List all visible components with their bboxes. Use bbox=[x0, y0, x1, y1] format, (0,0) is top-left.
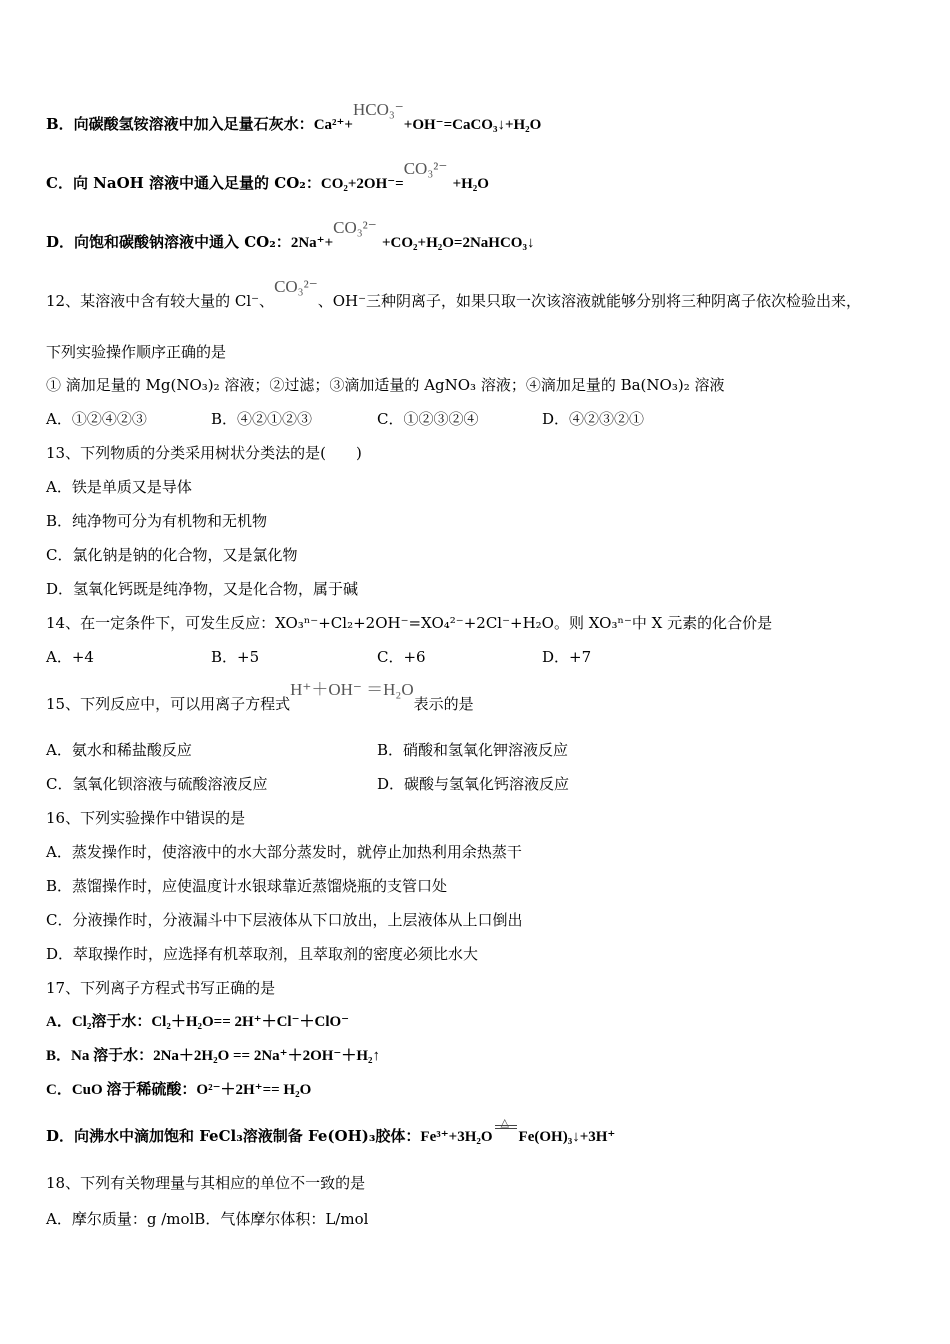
q16-option-a: A．蒸发操作时，使溶液中的水大部分蒸发时，就停止加热利用余热蒸干 bbox=[46, 843, 522, 861]
q12-option-b: B．④②①②③ bbox=[211, 410, 313, 428]
heat-arrow-icon: △ bbox=[493, 1127, 519, 1147]
q12-option-a: A．①②④②③ bbox=[46, 410, 147, 428]
q18-stem: 18、下列有关物理量与其相应的单位不一致的是 bbox=[46, 1174, 366, 1192]
q12-steps: ① 滴加足量的 Mg(NO₃)₂ 溶液；②过滤；③滴加适量的 AgNO₃ 溶液；④滴加足量的 Ba(NO₃)₂ 溶液 bbox=[46, 376, 725, 394]
q14-option-b: B．+5 bbox=[211, 648, 260, 666]
q16-option-d: D．萃取操作时，应选择有机萃取剂，且萃取剂的密度必须比水大 bbox=[46, 945, 479, 963]
q15-option-c: C．氢氧化钡溶液与硫酸溶液反应 bbox=[46, 775, 268, 793]
q13-option-b: B．纯净物可分为有机物和无机物 bbox=[46, 512, 268, 530]
q12-option-c: C．①②③②④ bbox=[377, 410, 479, 428]
q18-option-a: A．摩尔质量：g /molB．气体摩尔体积：L/mol bbox=[46, 1210, 369, 1228]
q15-option-a: A．氨水和稀盐酸反应 bbox=[46, 741, 192, 759]
q13-option-c: C．氯化钠是钠的化合物，又是氯化物 bbox=[46, 546, 298, 564]
q12-stem-continued: 下列实验操作顺序正确的是 bbox=[46, 343, 227, 361]
q16-option-b: B．蒸馏操作时，应使温度计水银球靠近蒸馏烧瓶的支管口处 bbox=[46, 877, 448, 895]
co3-formula: CO₃²⁻ bbox=[333, 218, 377, 237]
q15-stem: 15、下列反应中，可以用离子方程式H⁺＋OH⁻ ＝H₂O表示的是 bbox=[46, 680, 474, 713]
q11-option-c: C．向 NaOH 溶液中通入足量的 CO₂：CO₂+2OH⁻=CO₃²⁻ +H₂O bbox=[46, 159, 489, 192]
q14-option-a: A．+4 bbox=[46, 648, 94, 666]
q11-option-b: B．向碳酸氢铵溶液中加入足量石灰水：Ca²⁺+HCO₃⁻+OH⁻=CaCO₃↓+H₂O bbox=[46, 100, 542, 133]
q13-option-a: A．铁是单质又是导体 bbox=[46, 478, 192, 496]
q15-option-d: D．碳酸与氢氧化钙溶液反应 bbox=[377, 775, 570, 793]
ionic-equation-formula: H⁺＋OH⁻ ＝H₂O bbox=[290, 680, 414, 699]
q16-stem: 16、下列实验操作中错误的是 bbox=[46, 809, 246, 827]
q17-option-c: C．CuO 溶于稀硫酸：O²⁻＋2H⁺== H₂O bbox=[46, 1082, 312, 1098]
q17-option-b: B．Na 溶于水：2Na＋2H₂O == 2Na⁺＋2OH⁻＋H₂↑ bbox=[46, 1048, 381, 1064]
q17-stem: 17、下列离子方程式书写正确的是 bbox=[46, 979, 276, 997]
co3-formula: CO₃²⁻ bbox=[403, 159, 448, 178]
q17-option-d: D．向沸水中滴加饱和 FeCl₃溶液制备 Fe(OH)₃胶体：Fe³⁺+3H₂O △ Fe(OH)₃↓+3H⁺ bbox=[46, 1116, 616, 1145]
co3-formula: CO₃²⁻ bbox=[274, 277, 318, 296]
q12-option-d: D．④②③②① bbox=[542, 410, 645, 428]
q13-option-d: D．氢氧化钙既是纯净物，又是化合物，属于碱 bbox=[46, 580, 359, 598]
q15-option-b: B．硝酸和氢氧化钾溶液反应 bbox=[377, 741, 569, 759]
hco3-formula: HCO₃⁻ bbox=[352, 100, 404, 119]
q14-option-c: C．+6 bbox=[377, 648, 426, 666]
q12-stem: 12、某溶液中含有较大量的 Cl⁻、CO₃²⁻、OH⁻三种阴离子，如果只取一次该溶液就能够分别将三种阴离子依次检验出来， bbox=[46, 277, 861, 310]
q11-option-d: D．向饱和碳酸钠溶液中通入 CO₂：2Na⁺+CO₃²⁻ +CO₂+H₂O=2NaHCO₃↓ bbox=[46, 218, 535, 251]
q16-option-c: C．分液操作时，分液漏斗中下层液体从下口放出，上层液体从上口倒出 bbox=[46, 911, 523, 929]
q14-option-d: D．+7 bbox=[542, 648, 592, 666]
q17-option-a: A．Cl₂溶于水：Cl₂＋H₂O== 2H⁺＋Cl⁻＋ClO⁻ bbox=[46, 1014, 350, 1030]
q13-stem: 13、下列物质的分类采用树状分类法的是( ) bbox=[46, 444, 362, 462]
q14-stem: 14、在一定条件下，可发生反应：XO₃ⁿ⁻+Cl₂+2OH⁻=XO₄²⁻+2Cl⁻+H₂O。则 XO₃ⁿ⁻中 X 元素的化合价是 bbox=[46, 614, 773, 632]
